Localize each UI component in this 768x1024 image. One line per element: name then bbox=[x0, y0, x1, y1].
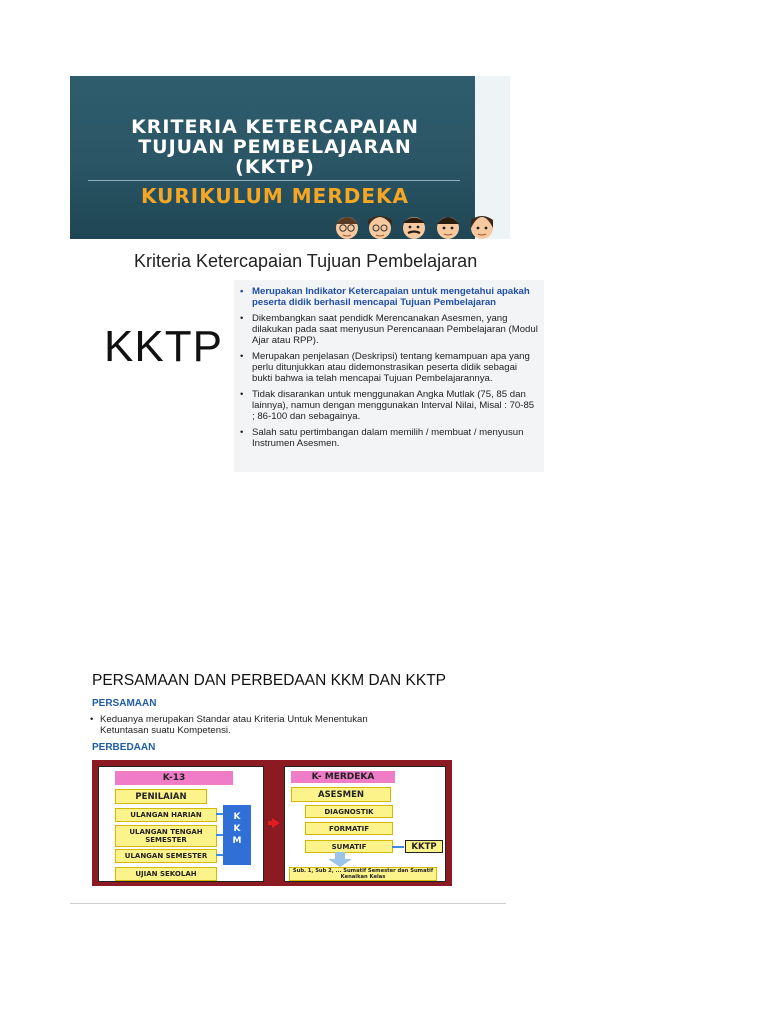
kkm-letter: M bbox=[232, 836, 242, 846]
banner-divider bbox=[88, 180, 460, 181]
arrow-right-icon bbox=[272, 818, 280, 828]
asesmen-box: ASESMEN bbox=[291, 787, 391, 802]
k13-panel bbox=[98, 766, 264, 882]
k13-item: UJIAN SEKOLAH bbox=[115, 867, 217, 881]
kktp-box: KKTP bbox=[405, 840, 443, 853]
kktp-label: KKTP bbox=[104, 322, 223, 371]
penilaian-box: PENILAIAN bbox=[115, 789, 207, 804]
slide-border-bottom bbox=[70, 903, 506, 904]
bullet-list bbox=[238, 286, 538, 454]
arrow-down-icon bbox=[328, 859, 352, 867]
k13-item: ULANGAN TENGAH SEMESTER bbox=[115, 825, 217, 847]
perbedaan-heading: PERBEDAAN bbox=[92, 742, 156, 753]
comparison-slide bbox=[70, 664, 506, 904]
k13-header: K-13 bbox=[115, 771, 233, 785]
bullet-item: • Merupakan Indikator Ketercapaian untuk mengetahui apakah peserta didik berhasil mencapai Tujuan Pembelajaran bbox=[238, 286, 538, 308]
kkm-box bbox=[223, 805, 251, 865]
kkm-letter: K bbox=[233, 812, 241, 822]
slide-title: Kriteria Ketercapaian Tujuan Pembelajaran bbox=[134, 251, 478, 271]
k13-item: ULANGAN SEMESTER bbox=[115, 849, 217, 863]
bullet-item: • Dikembangkan saat pendidk Merencanakan Asesmen, yang dilakukan pada saat menyusun Perencanaan Pembelajaran (Modul Ajar atau RPP). bbox=[238, 313, 538, 346]
kmerdeka-item: DIAGNOSTIK bbox=[305, 805, 393, 818]
persamaan-text bbox=[90, 714, 410, 736]
kktp-definition-slide bbox=[98, 242, 544, 472]
sumatif-note: Sub. 1, Sub 2, ... Sumatif Semester dan Sumatif Kenaikan Kelas bbox=[289, 867, 437, 881]
bullet-item: • Tidak disarankan untuk menggunakan Angka Mutlak (75, 85 dan lainnya), namun dengan menggunakan Interval Nilai, Misal : 70-85 ; 86-100 dan sebagainya. bbox=[238, 389, 538, 422]
banner-title-line1: KRITERIA KETERCAPAIAN bbox=[131, 116, 419, 138]
kkm-letter: K bbox=[233, 824, 241, 834]
k13-item: ULANGAN HARIAN bbox=[115, 808, 217, 822]
persamaan-heading: PERSAMAAN bbox=[92, 698, 157, 709]
banner-title-line2: TUJUAN PEMBELAJARAN bbox=[138, 136, 412, 158]
connector bbox=[392, 846, 404, 848]
people-icon bbox=[330, 206, 500, 246]
kmerdeka-item: SUMATIF bbox=[305, 840, 393, 853]
bullet-dot: • bbox=[90, 714, 94, 725]
kmerdeka-panel bbox=[284, 766, 446, 882]
banner-title-line3: (KKTP) bbox=[235, 156, 315, 178]
people-illustration bbox=[330, 206, 500, 246]
bullet-item: • Salah satu pertimbangan dalam memilih / membuat / menyusun Instrumen Asesmen. bbox=[238, 427, 538, 449]
bullet-item: • Merupakan penjelasan (Deskripsi) tentang kemampuan apa yang perlu ditunjukkan atau didemonstrasikan peserta didik sebagai bukti bahwa ia telah mencapai Tujuan Pembelajarannya. bbox=[238, 351, 538, 384]
persamaan-body: Keduanya merupakan Standar atau Kriteria Untuk Menentukan Ketuntasan suatu Kompetensi. bbox=[100, 714, 368, 736]
comparison-diagram bbox=[92, 760, 452, 886]
kmerdeka-header: K- MERDEKA bbox=[291, 771, 395, 783]
kmerdeka-item: FORMATIF bbox=[305, 822, 393, 835]
slide-title: PERSAMAAN DAN PERBEDAAN KKM DAN KKTP bbox=[92, 672, 446, 689]
banner-subtitle: KURIKULUM MERDEKA bbox=[141, 184, 409, 208]
